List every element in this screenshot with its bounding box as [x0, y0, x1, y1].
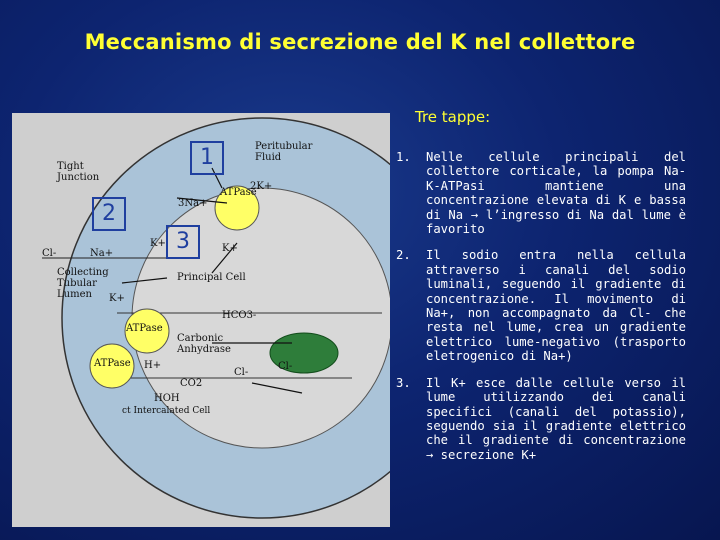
- label-anhydrase: Anhydrase: [177, 344, 231, 355]
- label-k-left: K+: [150, 238, 166, 249]
- label-cl: Cl-: [42, 248, 57, 259]
- steps-list: [396, 150, 686, 474]
- label-k-2: 2K+: [250, 181, 273, 192]
- label-tubular: Tubular: [57, 278, 97, 289]
- label-3na: 3Na+: [178, 198, 208, 209]
- label-atpase-low: ATPase: [94, 358, 131, 369]
- label-k-right: K+: [222, 243, 238, 254]
- label-fluid: Fluid: [255, 152, 282, 163]
- marker-2: 2: [92, 197, 126, 231]
- label-principal: Principal Cell: [177, 272, 246, 283]
- label-cl-2: Cl-: [234, 367, 249, 378]
- step-text: Nelle cellule principali del collettore corticale, la pompa Na-K-ATPasi mantiene una concentrazione elevata di K e bassa di Na → l’ingresso di Na dal lume è favorito: [426, 150, 686, 237]
- page-title: Meccanismo di secrezione del K nel collettore: [84, 30, 636, 54]
- step-item: [396, 150, 686, 236]
- label-h: H+: [144, 360, 162, 371]
- subtitle: Tre tappe:: [415, 108, 491, 126]
- cell-diagram: [12, 113, 390, 527]
- label-lumen: Lumen: [57, 289, 92, 300]
- diagram-svg: [12, 113, 390, 527]
- label-k-4: K+: [109, 293, 125, 304]
- label-atpase-mid: ATPase: [126, 323, 163, 334]
- step-item: [396, 248, 686, 363]
- label-hco3: HCO3-: [222, 310, 257, 321]
- label-co2: CO2: [180, 378, 203, 389]
- label-peritubular: Peritubular: [255, 141, 313, 152]
- label-tight: Tight: [57, 161, 84, 172]
- label-collecting: Collecting: [57, 267, 109, 278]
- step-text: Il sodio entra nella cellula attraverso i canali del sodio luminali, seguendo il gradiente di concentrazione. Il movimento di Na+, non accompagnato da Cl- che resta nel lume, crea un gradiente elettrico lume-negativo (trasporto eletrogenico di Na+): [426, 248, 686, 364]
- step-item: [396, 376, 686, 462]
- label-cl-3: Cl-: [278, 361, 293, 372]
- label-na: Na+: [90, 248, 114, 259]
- marker-1: 1: [190, 141, 224, 175]
- step-number: 1.: [396, 150, 411, 164]
- step-number: 3.: [396, 375, 411, 390]
- label-junction: Junction: [57, 172, 100, 183]
- label-carbonic: Carbonic: [177, 333, 224, 344]
- label-intercalated: ct Intercalated Cell: [122, 406, 211, 416]
- label-hoh: HOH: [154, 393, 180, 404]
- marker-3: 3: [166, 225, 200, 259]
- step-number: 2.: [396, 248, 411, 263]
- label-atpase-top: ATPase: [220, 187, 257, 198]
- step-text: Il K+ esce dalle cellule verso il lume utilizzando dei canali specifici (canali del potassio), seguendo sia il gradiente elettrico che il gradiente di concentrazione → secrezione K+: [426, 375, 686, 462]
